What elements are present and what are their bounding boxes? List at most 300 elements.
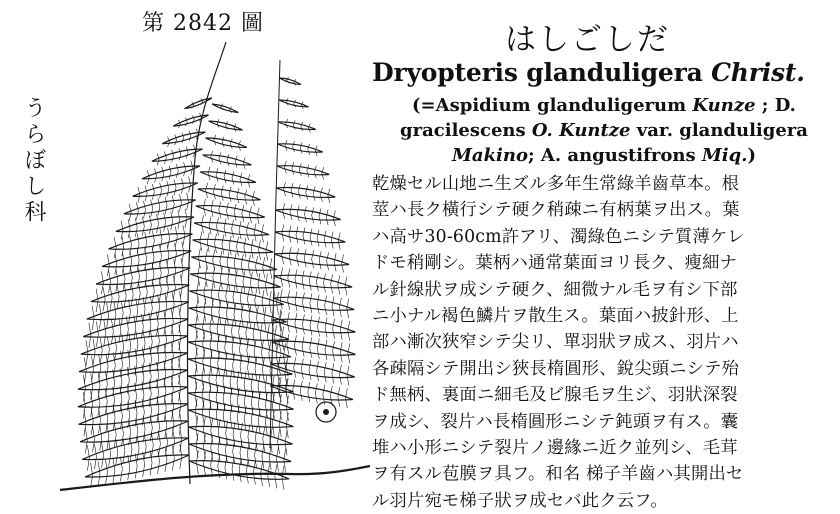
pinna-lobe: [226, 203, 228, 220]
pinna-lobe: [136, 332, 138, 358]
pinna-lobe: [234, 124, 236, 132]
pinna-lobe: [143, 330, 145, 356]
pinna-lobe: [121, 301, 123, 325]
pinna-lobe: [211, 151, 213, 163]
pinna-lobe: [316, 273, 318, 292]
pinna-lobe: [111, 319, 113, 344]
description: [372, 171, 837, 514]
pinna-lobe: [175, 227, 177, 247]
pinna-lobe: [289, 247, 291, 265]
pinna-lobe: [317, 339, 319, 359]
pinna-lobe: [158, 295, 160, 319]
pinna-lobe: [251, 407, 253, 432]
pinna-lobe: [169, 165, 171, 179]
pinna-lobe: [186, 146, 188, 158]
pinna-lobe: [100, 338, 102, 364]
pinna-lobe: [328, 189, 330, 203]
pinna-lobe: [269, 445, 271, 470]
second-frond-pinna: [275, 231, 345, 242]
pinna-lobe: [114, 302, 116, 326]
pinna-lobe: [345, 277, 347, 296]
pinna-lobe: [100, 425, 102, 451]
pinna-lobe: [333, 319, 335, 339]
synonym-text: ): [747, 145, 756, 166]
pinna-lobe: [324, 362, 326, 382]
pinna-lobe: [282, 466, 284, 490]
pinna-lobe: [93, 339, 95, 365]
pinna-lobe: [286, 119, 288, 128]
pinna-lobe: [256, 256, 258, 277]
pinna-lobe: [302, 314, 304, 334]
pinna-lobe: [285, 140, 287, 151]
pinna-left: [109, 234, 193, 250]
pinna-lobe: [87, 445, 89, 471]
pinna-lobe: [254, 223, 256, 241]
pinna-left: [185, 98, 212, 109]
pinna-lobe: [93, 426, 95, 452]
pinna-lobe: [217, 119, 219, 127]
pinna-lobe: [240, 173, 242, 186]
pinna-lobe: [222, 137, 224, 147]
pinna-lobe: [145, 280, 147, 304]
pinna-lobe: [289, 226, 291, 243]
pinna-lobe: [157, 396, 159, 422]
pinna-lobe: [258, 408, 260, 433]
pinna-left: [133, 183, 198, 196]
pinna-lobe: [314, 166, 316, 179]
pinna-lobe: [141, 314, 143, 339]
pinna-lobe: [276, 447, 278, 472]
pinna-lobe: [152, 231, 154, 251]
pinna-lobe: [247, 222, 249, 240]
pinna-lobe: [297, 205, 299, 221]
pinna-lobe: [138, 281, 140, 305]
scientific-name: [372, 58, 805, 87]
pinna-lobe: [242, 205, 244, 222]
pinna-lobe: [216, 168, 218, 181]
pinna-lobe: [237, 188, 239, 203]
pinna-lobe: [126, 316, 128, 341]
pinna-lobe: [255, 425, 257, 450]
pinna-lobe: [160, 229, 162, 249]
pinna-lobe: [211, 200, 213, 217]
pinna-lobe: [246, 459, 248, 483]
second-frond-pinna: [274, 275, 353, 288]
pinna-lobe: [235, 156, 237, 168]
pinna-lobe: [334, 253, 336, 271]
pinna-lobe: [91, 463, 93, 488]
pinna-lobe: [331, 232, 333, 249]
pinna-lobe: [104, 320, 106, 345]
description-line: 莖ハ長ク橫行シテ硬ク稍疎ニ有柄葉ヲ出ス。葉: [372, 200, 740, 221]
pinna-lobe: [299, 163, 301, 176]
pinna-lobe: [99, 355, 101, 381]
pinna-lobe: [332, 297, 334, 317]
pinna-lobe: [286, 98, 288, 105]
pinna-lobe: [94, 444, 96, 470]
pinna-lobe: [347, 299, 349, 319]
pinna-lobe: [302, 336, 304, 356]
pinna-lobe: [331, 275, 333, 294]
second-frond-pinna: [277, 166, 329, 175]
pinna-lobe: [165, 197, 167, 214]
pinna-lobe: [96, 289, 98, 313]
pinna-lobe: [147, 170, 149, 184]
pinna-lobe: [211, 453, 213, 477]
pinna-lobe: [339, 365, 341, 385]
pinna-lobe: [230, 139, 232, 149]
pinna-lobe: [109, 270, 111, 293]
pinna-lobe: [179, 148, 181, 160]
pinna-lobe: [307, 165, 309, 178]
pinna-lobe: [313, 187, 315, 201]
pinna-lobe: [234, 204, 236, 221]
pinna-lobe: [185, 209, 187, 228]
pinna-lobe: [275, 464, 277, 488]
pinna-lobe: [164, 395, 166, 421]
pinna-lobe: [164, 152, 166, 164]
pinna-lobe: [84, 410, 86, 436]
pinna-lobe: [116, 439, 118, 465]
description-line: ル羽片宛モ梯子狀ヲ成セバ此ク云フ。: [372, 490, 668, 511]
pinna-lobe: [124, 284, 126, 308]
pinna-lobe: [185, 117, 187, 125]
pinna-lobe: [157, 214, 159, 233]
pinna-lobe: [128, 455, 130, 480]
genus-species: Dryopteris glanduligera: [372, 58, 703, 87]
pinna-lobe: [317, 230, 319, 247]
pinna-lobe: [86, 340, 88, 366]
pinna-lobe: [123, 438, 125, 464]
pinna-lobe: [145, 186, 147, 202]
pinna-lobe: [324, 274, 326, 293]
pinna-lobe: [235, 270, 237, 292]
pinna-lobe: [202, 215, 204, 233]
pinna-lobe: [302, 292, 304, 312]
pinna-lobe: [159, 278, 161, 302]
pinna-lobe: [214, 135, 216, 145]
pinna-lobe: [232, 220, 234, 238]
pinna-lobe: [209, 216, 211, 234]
synonym-author: O. Kuntze: [531, 120, 631, 141]
description-line: ル針線狀ヲ成シテ硬ク、細微ナル毛ヲ有シ下部: [372, 279, 738, 300]
pinna-lobe: [342, 254, 344, 272]
pinna-lobe: [340, 342, 342, 362]
pinna-lobe: [308, 144, 310, 155]
pinna-lobe: [282, 246, 284, 264]
pinna-lobe: [284, 182, 286, 196]
pinna-lobe: [189, 131, 191, 141]
pinna-lobe: [96, 322, 98, 347]
pinna-lobe: [105, 460, 107, 485]
pinna-lobe: [300, 381, 302, 401]
pinna-lobe: [309, 272, 311, 291]
pinna-lobe: [284, 161, 286, 174]
pinna-lobe: [135, 453, 137, 478]
second-frond-pinna: [273, 297, 354, 310]
pinna-lobe: [171, 212, 173, 231]
synonym-line-3: [378, 143, 830, 168]
pinna-lobe: [158, 198, 160, 215]
pinna-lobe: [92, 306, 94, 330]
pinna-lobe: [115, 335, 117, 361]
pinna-lobe: [310, 338, 312, 358]
pinna-lobe: [107, 336, 109, 362]
pinna-lobe: [224, 219, 226, 237]
pinna-lobe: [317, 295, 319, 315]
pinna-lobe: [345, 388, 347, 408]
pinna-lobe: [280, 289, 282, 309]
description-line: ヲ有スル苞膜ヲ具フ。和名 梯子羊齒ハ其開出セ: [372, 464, 744, 485]
pinna-lobe: [158, 431, 160, 457]
pinna-lobe: [297, 248, 299, 266]
pinna-lobe: [284, 448, 286, 473]
pinna-lobe: [294, 357, 296, 377]
pinna-lobe: [295, 270, 297, 289]
pinna-lobe: [107, 423, 109, 449]
pinna-lobe: [143, 452, 145, 477]
synonym-text: (=Aspidium glanduligerum: [412, 95, 693, 116]
pinna-lobe: [257, 208, 259, 225]
japanese-name: はしごしだ: [505, 22, 670, 58]
pinna-lobe: [154, 169, 156, 183]
pinna-lobe: [157, 153, 159, 165]
pinna-lobe: [239, 141, 241, 151]
pinna-lobe: [208, 167, 210, 180]
pinna-lobe: [114, 422, 116, 448]
pinna-lobe: [167, 137, 169, 147]
pinna-lobe: [318, 317, 320, 337]
pinna-lobe: [151, 200, 153, 217]
pinna-lobe: [295, 313, 297, 333]
description-line: 堆ハ小形ニシテ裂片ノ邊緣ニ近ク並列シ、毛茸: [372, 438, 738, 459]
pinna-lobe: [266, 241, 268, 260]
pinna-left: [116, 217, 194, 232]
pinna-lobe: [310, 229, 312, 246]
pinna-lobe: [260, 323, 262, 347]
pinna-lobe: [240, 440, 242, 465]
pinna-right: [205, 138, 246, 147]
pinna-lobe: [144, 434, 146, 460]
pinna-lobe: [162, 167, 164, 181]
pinna-right: [196, 206, 265, 218]
pinna-lobe: [326, 210, 328, 226]
description-line: ドモ稍剛シ。葉柄ハ通常葉面ヨリ長ク、瘦細ナ: [372, 253, 738, 274]
pinna-lobe: [221, 186, 223, 201]
pinna-lobe: [292, 162, 294, 175]
pinna-lobe: [120, 457, 122, 482]
pinna-lobe: [121, 420, 123, 446]
family-name: うらぼし科: [21, 96, 46, 226]
pinna-lobe: [142, 217, 144, 236]
second-frond-pinna: [276, 209, 341, 220]
pinna-lobe: [229, 187, 231, 202]
pinna-lobe: [295, 291, 297, 311]
pinna-lobe: [309, 360, 311, 380]
pinna-lobe: [164, 213, 166, 232]
pinna-lobe: [134, 315, 136, 340]
pinna-lobe: [195, 331, 197, 356]
pinna-lobe: [283, 203, 285, 219]
description-line: 部ハ漸次狹窄シテ尖リ、單羽狀ヲ成ス、羽片ハ: [372, 332, 739, 353]
pinna-lobe: [304, 206, 306, 222]
pinna-lobe: [269, 291, 271, 314]
pinna-left: [80, 421, 188, 442]
pinna-lobe: [180, 444, 182, 469]
pinna-lobe: [324, 231, 326, 248]
pinna-lobe: [239, 458, 241, 482]
pinna-lobe: [315, 383, 317, 403]
pinna-lobe: [262, 290, 264, 313]
pinna-lobe: [247, 288, 249, 311]
pinna-lobe: [256, 306, 258, 329]
pinna-lobe: [220, 267, 222, 289]
pinna-lobe: [137, 435, 139, 461]
pinna-lobe: [149, 215, 151, 234]
pinna-lobe: [144, 201, 146, 218]
pinna-lobe: [259, 240, 261, 259]
pinna-lobe: [296, 227, 298, 244]
pinna-lobe: [203, 452, 205, 476]
pinna-lobe: [92, 356, 94, 382]
pinna-lobe: [103, 287, 105, 311]
pinna-lobe: [113, 458, 115, 483]
pinna-lobe: [310, 293, 312, 313]
pinna-lobe: [348, 321, 350, 341]
pinna-lobe: [182, 133, 184, 143]
pinna-right: [212, 104, 238, 113]
pinna-lobe: [196, 297, 198, 320]
pinna-lobe: [89, 323, 91, 348]
synonym-author: Kunze: [692, 95, 756, 116]
pinna-lobe: [255, 289, 257, 312]
pinna-lobe: [152, 279, 154, 303]
pinna-lobe: [293, 141, 295, 152]
pinna-lobe: [122, 334, 124, 360]
pinna-lobe: [264, 307, 266, 330]
synonym-author: Miq.: [701, 145, 748, 166]
synonyms: [378, 93, 830, 168]
pinna-lobe: [317, 361, 319, 381]
pinna-lobe: [286, 356, 288, 376]
pinna-lobe: [129, 419, 131, 445]
pinna-lobe: [265, 274, 267, 296]
pinna-lobe: [206, 183, 208, 198]
pinna-lobe: [226, 285, 228, 308]
pinna-lobe: [248, 255, 250, 276]
pinna-lobe: [84, 357, 86, 383]
pinna-lobe: [211, 299, 213, 322]
pinna-lobe: [303, 228, 305, 245]
pinna-lobe: [294, 335, 296, 355]
pinna-lobe: [189, 177, 191, 193]
pinna-lobe: [310, 315, 312, 335]
second-frond-pinna: [279, 78, 301, 84]
pinna-lobe: [308, 382, 310, 402]
pinna-lobe: [129, 204, 131, 221]
pinna-lobe: [130, 437, 132, 463]
pinna-lobe: [136, 298, 138, 322]
pinna-lobe: [168, 228, 170, 248]
pinna-lobe: [143, 297, 145, 321]
pinna-lobe: [347, 366, 349, 386]
pinna-lobe: [293, 120, 295, 129]
pinna-lobe: [138, 187, 140, 203]
pinna-lobe: [348, 343, 350, 363]
pinna-lobe: [211, 418, 213, 443]
synonym-author: Makino: [452, 145, 528, 166]
pinna-lobe: [300, 143, 302, 154]
pinna-lobe: [302, 271, 304, 290]
pinna-lobe: [338, 233, 340, 250]
pinna-lobe: [325, 340, 327, 360]
pinna-lobe: [287, 312, 289, 332]
pinna-lobe: [179, 194, 181, 211]
pinna-lobe: [129, 333, 131, 359]
pinna-lobe: [325, 318, 327, 338]
pinna-lobe: [184, 162, 186, 176]
pinna-lobe: [213, 184, 215, 199]
pinna-lobe: [219, 201, 221, 218]
synonym-line-2: [378, 118, 830, 143]
pinna-lobe: [253, 322, 255, 346]
pinna-lobe: [217, 217, 219, 235]
pinna-lobe: [219, 152, 221, 164]
description-line: 乾燥セル山地ニ生ズル多年生常綠羊齒草本。根: [372, 174, 740, 194]
pinna-lobe: [319, 209, 321, 225]
description-line: 各疎隔シテ開出シ狹長楕圓形、銳尖頭ニシテ殆: [372, 358, 740, 379]
pinna-lobe: [213, 266, 215, 288]
description-line: ヲ成シ、裂片ハ長楕圓形ニシテ鈍頭ヲ有ス。囊: [372, 411, 739, 432]
pinna-lobe: [258, 273, 260, 295]
figure-number: 第 2842 圖: [142, 11, 264, 36]
pinna-lobe: [243, 157, 245, 169]
pinna-right: [200, 172, 256, 183]
pinna-lobe: [183, 225, 185, 245]
pinna-lobe: [288, 290, 290, 310]
pinna-lobe: [85, 427, 87, 453]
pinna-lobe: [98, 461, 100, 486]
pinna-lobe: [268, 463, 270, 487]
pinna-lobe: [287, 334, 289, 354]
pinna-lobe: [203, 199, 205, 216]
pinna-lobe: [107, 303, 109, 327]
pinna-lobe: [308, 123, 310, 132]
pinna-lobe: [248, 174, 250, 187]
pinna-lobe: [240, 287, 242, 310]
synonym-text: var. glanduligera: [630, 120, 808, 141]
pinna-lobe: [275, 325, 277, 349]
pinna-lobe: [282, 225, 284, 242]
pinna-lobe: [319, 251, 321, 269]
pinna-lobe: [322, 167, 324, 180]
pinna-lobe: [172, 196, 174, 213]
pinna-lobe: [172, 411, 174, 437]
pinna-lobe: [187, 193, 189, 210]
pinna-lobe: [312, 207, 314, 223]
pinna-lobe: [304, 249, 306, 267]
pinna-lobe: [265, 410, 267, 435]
pinna-lobe: [175, 135, 177, 145]
description-line: ニ小ナル褐色鱗片ヲ散生ス。葉面ハ披針形、上: [372, 306, 739, 327]
pinna-lobe: [239, 320, 241, 344]
pinna-lobe: [110, 286, 112, 310]
pinna-lobe: [102, 442, 104, 468]
pinna-lobe: [109, 441, 111, 467]
pinna-lobe: [239, 221, 241, 239]
pinna-lobe: [229, 236, 231, 255]
pinna-lobe: [253, 461, 255, 485]
